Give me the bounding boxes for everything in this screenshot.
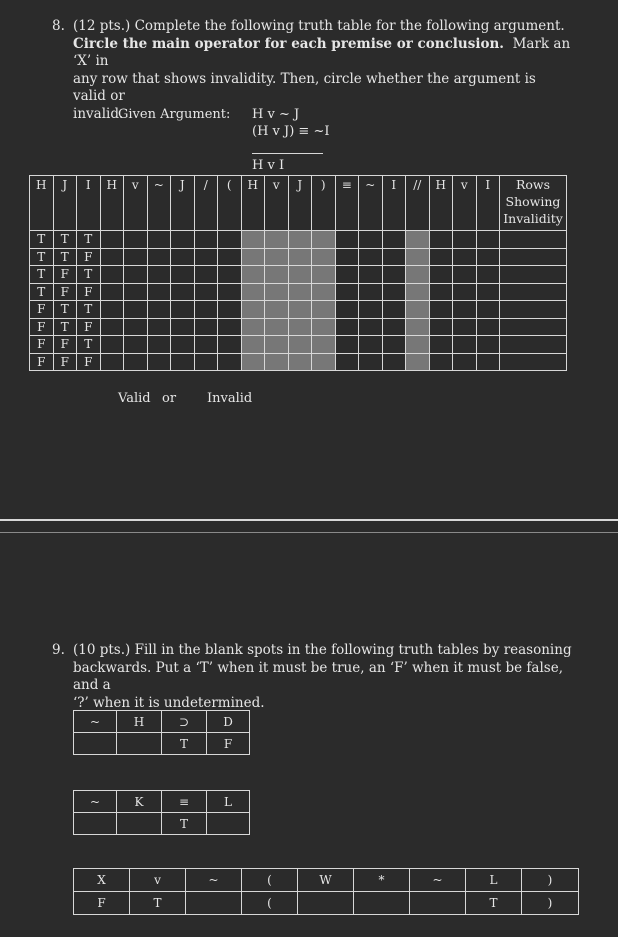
- answer-cell[interactable]: [124, 353, 148, 371]
- header-cell: ~: [186, 869, 242, 892]
- value-cell: (: [242, 892, 298, 915]
- q9-prompt: [73, 642, 583, 712]
- answer-cell[interactable]: [194, 266, 218, 284]
- header-cell: ~: [359, 176, 383, 231]
- answer-cell[interactable]: [194, 283, 218, 301]
- invalidity-mark-cell[interactable]: [500, 283, 567, 301]
- truth-value-cell: F: [30, 301, 54, 319]
- given-argument-label: Given Argument:: [118, 107, 231, 122]
- q8-line1: (12 pts.) Complete the following truth table for the following argument.: [73, 18, 565, 34]
- table-value-row: [74, 813, 250, 835]
- answer-cell[interactable]: [265, 266, 289, 284]
- answer-cell[interactable]: [335, 266, 359, 284]
- answer-cell[interactable]: [218, 283, 242, 301]
- answer-cell[interactable]: [147, 231, 171, 249]
- q8-line2: [73, 36, 573, 71]
- header-cell: H: [100, 176, 124, 231]
- answer-cell[interactable]: [124, 318, 148, 336]
- answer-cell[interactable]: [124, 336, 148, 354]
- header-cell: H: [30, 176, 54, 231]
- answer-cell[interactable]: [429, 301, 453, 319]
- blank-answer-cell[interactable]: [117, 733, 162, 755]
- header-cell: v: [453, 176, 477, 231]
- blank-answer-cell[interactable]: [186, 892, 242, 915]
- answer-cell[interactable]: [147, 336, 171, 354]
- answer-cell[interactable]: [406, 301, 430, 319]
- q8-rest1: Mark an ‘X’ in: [73, 35, 571, 69]
- answer-cell[interactable]: [476, 283, 500, 301]
- answer-cell[interactable]: [147, 318, 171, 336]
- truth-value-cell: T: [30, 266, 54, 284]
- answer-cell[interactable]: [312, 266, 336, 284]
- answer-cell[interactable]: [100, 336, 124, 354]
- answer-cell[interactable]: [124, 283, 148, 301]
- table-row: [30, 248, 567, 266]
- invalid-option[interactable]: Invalid: [207, 391, 253, 406]
- invalidity-mark-cell[interactable]: [500, 336, 567, 354]
- header-cell: I: [77, 176, 101, 231]
- invalidity-mark-cell[interactable]: [500, 318, 567, 336]
- answer-cell[interactable]: [171, 318, 195, 336]
- header-cell: ≡: [162, 791, 207, 813]
- answer-cell[interactable]: [453, 283, 477, 301]
- answer-cell[interactable]: [476, 301, 500, 319]
- blank-answer-cell[interactable]: [117, 813, 162, 835]
- answer-cell[interactable]: [312, 248, 336, 266]
- header-cell: v: [265, 176, 289, 231]
- answer-cell[interactable]: [288, 336, 312, 354]
- q9-line1: (10 pts.) Fill in the blank spots in the following truth tables by reasoning: [73, 642, 572, 658]
- answer-cell[interactable]: [171, 266, 195, 284]
- q8-bold-instruction: Circle the main operator for each premise or conclusion.: [73, 35, 504, 52]
- answer-cell[interactable]: [453, 248, 477, 266]
- answer-cell[interactable]: [335, 336, 359, 354]
- answer-cell[interactable]: [288, 231, 312, 249]
- premise-2: (H v J) ≡ ~I: [252, 124, 330, 139]
- truth-value-cell: F: [77, 283, 101, 301]
- blank-answer-cell[interactable]: [410, 892, 466, 915]
- table-row: [30, 318, 567, 336]
- table-row: [30, 336, 567, 354]
- answer-cell[interactable]: [265, 318, 289, 336]
- truth-value-cell: F: [30, 353, 54, 371]
- answer-cell[interactable]: [429, 318, 453, 336]
- header-cell: ≡: [335, 176, 359, 231]
- invalidity-mark-cell[interactable]: [500, 231, 567, 249]
- header-cell: ~: [147, 176, 171, 231]
- answer-cell[interactable]: [335, 318, 359, 336]
- answer-cell[interactable]: [147, 353, 171, 371]
- answer-cell[interactable]: [382, 301, 406, 319]
- answer-cell[interactable]: [382, 353, 406, 371]
- table-row: [30, 266, 567, 284]
- header-cell: //: [406, 176, 430, 231]
- answer-cell[interactable]: [124, 301, 148, 319]
- truth-value-cell: F: [53, 266, 77, 284]
- answer-cell[interactable]: [241, 353, 265, 371]
- answer-cell[interactable]: [382, 248, 406, 266]
- header-cell: ): [522, 869, 579, 892]
- answer-cell[interactable]: [218, 301, 242, 319]
- header-cell: X: [74, 869, 130, 892]
- truth-value-cell: F: [53, 353, 77, 371]
- answer-cell[interactable]: [359, 336, 383, 354]
- answer-cell[interactable]: [453, 353, 477, 371]
- answer-cell[interactable]: [453, 318, 477, 336]
- header-cell: I: [476, 176, 500, 231]
- answer-cell[interactable]: [335, 353, 359, 371]
- answer-cell[interactable]: [171, 248, 195, 266]
- rows-showing-invalidity-header: Rows Showing Invalidity: [500, 176, 567, 231]
- q9-line3: ‘?’ when it is undetermined.: [73, 694, 265, 711]
- answer-cell[interactable]: [382, 231, 406, 249]
- answer-cell[interactable]: [241, 336, 265, 354]
- table-row: [30, 301, 567, 319]
- answer-cell[interactable]: [194, 353, 218, 371]
- header-cell: ⊃: [162, 711, 207, 733]
- or-label: or: [162, 391, 177, 406]
- truth-value-cell: T: [53, 318, 77, 336]
- answer-cell[interactable]: [453, 301, 477, 319]
- header-cell: H: [117, 711, 162, 733]
- header-cell: W: [298, 869, 354, 892]
- answer-cell[interactable]: [265, 301, 289, 319]
- answer-cell[interactable]: [476, 353, 500, 371]
- header-cell: v: [130, 869, 186, 892]
- q8-number: 8.: [52, 18, 65, 34]
- truth-value-cell: F: [53, 283, 77, 301]
- answer-cell[interactable]: [171, 283, 195, 301]
- header-cell: J: [171, 176, 195, 231]
- answer-cell[interactable]: [218, 318, 242, 336]
- invalidity-mark-cell[interactable]: [500, 353, 567, 371]
- answer-cell[interactable]: [288, 318, 312, 336]
- answer-cell[interactable]: [218, 248, 242, 266]
- header-cell: *: [354, 869, 410, 892]
- truth-value-cell: T: [77, 231, 101, 249]
- header-cell: ): [312, 176, 336, 231]
- valid-option[interactable]: Valid: [118, 391, 151, 406]
- table-value-row: [74, 892, 579, 915]
- answer-cell[interactable]: [124, 248, 148, 266]
- answer-cell[interactable]: [429, 248, 453, 266]
- answer-cell[interactable]: [335, 283, 359, 301]
- answer-cell[interactable]: [241, 318, 265, 336]
- value-cell: T: [466, 892, 522, 915]
- header-cell: ~: [410, 869, 466, 892]
- table-row: [30, 353, 567, 371]
- answer-cell[interactable]: [218, 266, 242, 284]
- answer-cell[interactable]: [100, 283, 124, 301]
- answer-cell[interactable]: [100, 353, 124, 371]
- answer-cell[interactable]: [476, 231, 500, 249]
- truth-value-cell: T: [77, 301, 101, 319]
- truth-value-cell: T: [30, 283, 54, 301]
- blank-answer-cell[interactable]: [354, 892, 410, 915]
- q9-line2: backwards. Put a ‘T’ when it must be true, an ‘F’ when it must be false, and a: [73, 659, 563, 693]
- truth-value-cell: T: [30, 248, 54, 266]
- truth-table-header-row: [30, 176, 567, 231]
- header-cell: J: [53, 176, 77, 231]
- answer-cell[interactable]: [312, 283, 336, 301]
- answer-cell[interactable]: [218, 353, 242, 371]
- answer-cell[interactable]: [476, 336, 500, 354]
- answer-cell[interactable]: [406, 318, 430, 336]
- table-header-row: [74, 711, 250, 733]
- header-cell: H: [429, 176, 453, 231]
- answer-cell[interactable]: [359, 353, 383, 371]
- answer-cell[interactable]: [429, 266, 453, 284]
- value-cell: T: [130, 892, 186, 915]
- header-cell: L: [466, 869, 522, 892]
- answer-cell[interactable]: [312, 353, 336, 371]
- answer-cell[interactable]: [312, 231, 336, 249]
- answer-cell[interactable]: [312, 301, 336, 319]
- answer-cell[interactable]: [335, 301, 359, 319]
- answer-cell[interactable]: [194, 336, 218, 354]
- invalidity-mark-cell[interactable]: [500, 266, 567, 284]
- conclusion-line: [252, 153, 323, 154]
- truth-value-cell: T: [77, 266, 101, 284]
- page-separator: [0, 519, 618, 521]
- answer-cell[interactable]: [194, 318, 218, 336]
- answer-cell[interactable]: [288, 353, 312, 371]
- answer-cell[interactable]: [359, 231, 383, 249]
- answer-cell[interactable]: [382, 336, 406, 354]
- answer-cell[interactable]: [406, 248, 430, 266]
- truth-value-cell: F: [77, 353, 101, 371]
- answer-cell[interactable]: [312, 336, 336, 354]
- header-cell: H: [241, 176, 265, 231]
- answer-cell[interactable]: [100, 231, 124, 249]
- header-cell: ~: [74, 711, 117, 733]
- truth-value-cell: T: [53, 248, 77, 266]
- answer-cell[interactable]: [147, 301, 171, 319]
- answer-cell[interactable]: [288, 266, 312, 284]
- answer-cell[interactable]: [171, 301, 195, 319]
- blank-answer-cell[interactable]: [298, 892, 354, 915]
- answer-cell[interactable]: [382, 266, 406, 284]
- answer-cell[interactable]: [382, 283, 406, 301]
- header-cell: v: [124, 176, 148, 231]
- answer-cell[interactable]: [265, 248, 289, 266]
- answer-cell[interactable]: [218, 231, 242, 249]
- answer-cell[interactable]: [147, 248, 171, 266]
- table-header-row: [74, 791, 250, 813]
- value-cell: F: [207, 733, 250, 755]
- answer-cell[interactable]: [406, 231, 430, 249]
- premise-1: H v ~ J: [252, 107, 300, 122]
- answer-cell[interactable]: [476, 318, 500, 336]
- answer-cell[interactable]: [171, 336, 195, 354]
- answer-cell[interactable]: [241, 301, 265, 319]
- q8-line4: invalid.: [73, 105, 124, 122]
- answer-cell[interactable]: [288, 248, 312, 266]
- truth-table-q9-2: [73, 790, 250, 835]
- truth-value-cell: F: [53, 336, 77, 354]
- answer-cell[interactable]: [194, 248, 218, 266]
- truth-value-cell: T: [77, 336, 101, 354]
- answer-cell[interactable]: [100, 318, 124, 336]
- truth-table-q8: [29, 175, 567, 371]
- truth-table-q9-1: [73, 710, 250, 755]
- answer-cell[interactable]: [359, 248, 383, 266]
- blank-answer-cell[interactable]: [74, 813, 117, 835]
- answer-cell[interactable]: [335, 231, 359, 249]
- answer-cell[interactable]: [476, 248, 500, 266]
- answer-cell[interactable]: [265, 283, 289, 301]
- answer-cell[interactable]: [288, 301, 312, 319]
- answer-cell[interactable]: [359, 283, 383, 301]
- table-header-row: [74, 869, 579, 892]
- truth-value-cell: F: [77, 248, 101, 266]
- answer-cell[interactable]: [124, 231, 148, 249]
- truth-table-q9-3: [73, 868, 579, 915]
- blank-answer-cell[interactable]: [207, 813, 250, 835]
- truth-value-cell: T: [53, 231, 77, 249]
- answer-cell[interactable]: [312, 318, 336, 336]
- table-value-row: [74, 733, 250, 755]
- header-cell: I: [382, 176, 406, 231]
- answer-cell[interactable]: [241, 231, 265, 249]
- header-cell: J: [288, 176, 312, 231]
- conclusion: H v I: [252, 158, 285, 173]
- answer-cell[interactable]: [406, 353, 430, 371]
- answer-cell[interactable]: [241, 248, 265, 266]
- answer-cell[interactable]: [171, 231, 195, 249]
- table-row: [30, 283, 567, 301]
- value-cell: F: [74, 892, 130, 915]
- answer-cell[interactable]: [241, 266, 265, 284]
- truth-value-cell: F: [30, 336, 54, 354]
- answer-cell[interactable]: [265, 336, 289, 354]
- answer-cell[interactable]: [241, 283, 265, 301]
- answer-cell[interactable]: [100, 301, 124, 319]
- invalidity-mark-cell[interactable]: [500, 301, 567, 319]
- value-cell: ): [522, 892, 579, 915]
- header-cell: (: [218, 176, 242, 231]
- q9-number: 9.: [52, 642, 65, 658]
- header-cell: L: [207, 791, 250, 813]
- answer-cell[interactable]: [429, 231, 453, 249]
- truth-value-cell: T: [30, 231, 54, 249]
- answer-cell[interactable]: [218, 336, 242, 354]
- answer-cell[interactable]: [100, 248, 124, 266]
- answer-cell[interactable]: [335, 248, 359, 266]
- answer-cell[interactable]: [453, 336, 477, 354]
- value-cell: T: [162, 813, 207, 835]
- truth-value-cell: F: [77, 318, 101, 336]
- answer-cell[interactable]: [359, 266, 383, 284]
- answer-cell[interactable]: [453, 266, 477, 284]
- invalidity-mark-cell[interactable]: [500, 248, 567, 266]
- answer-cell[interactable]: [429, 283, 453, 301]
- answer-cell[interactable]: [265, 231, 289, 249]
- answer-cell[interactable]: [171, 353, 195, 371]
- answer-cell[interactable]: [359, 301, 383, 319]
- answer-cell[interactable]: [265, 353, 289, 371]
- answer-cell[interactable]: [194, 231, 218, 249]
- answer-cell[interactable]: [429, 336, 453, 354]
- answer-cell[interactable]: [406, 266, 430, 284]
- page-separator-2: [0, 532, 618, 533]
- header-cell: ~: [74, 791, 117, 813]
- answer-cell[interactable]: [382, 318, 406, 336]
- q8-line3: any row that shows invalidity. Then, circle whether the argument is valid or: [73, 70, 536, 104]
- header-cell: D: [207, 711, 250, 733]
- blank-answer-cell[interactable]: [74, 733, 117, 755]
- answer-cell[interactable]: [359, 318, 383, 336]
- answer-cell[interactable]: [100, 266, 124, 284]
- table-row: [30, 231, 567, 249]
- answer-cell[interactable]: [147, 266, 171, 284]
- truth-value-cell: F: [30, 318, 54, 336]
- header-cell: K: [117, 791, 162, 813]
- answer-cell[interactable]: [124, 266, 148, 284]
- value-cell: T: [162, 733, 207, 755]
- answer-cell[interactable]: [147, 283, 171, 301]
- answer-cell[interactable]: [288, 283, 312, 301]
- answer-cell[interactable]: [406, 336, 430, 354]
- truth-value-cell: T: [53, 301, 77, 319]
- answer-cell[interactable]: [476, 266, 500, 284]
- answer-cell[interactable]: [453, 231, 477, 249]
- answer-cell[interactable]: [429, 353, 453, 371]
- answer-cell[interactable]: [406, 283, 430, 301]
- answer-cell[interactable]: [194, 301, 218, 319]
- header-cell: (: [242, 869, 298, 892]
- header-cell: /: [194, 176, 218, 231]
